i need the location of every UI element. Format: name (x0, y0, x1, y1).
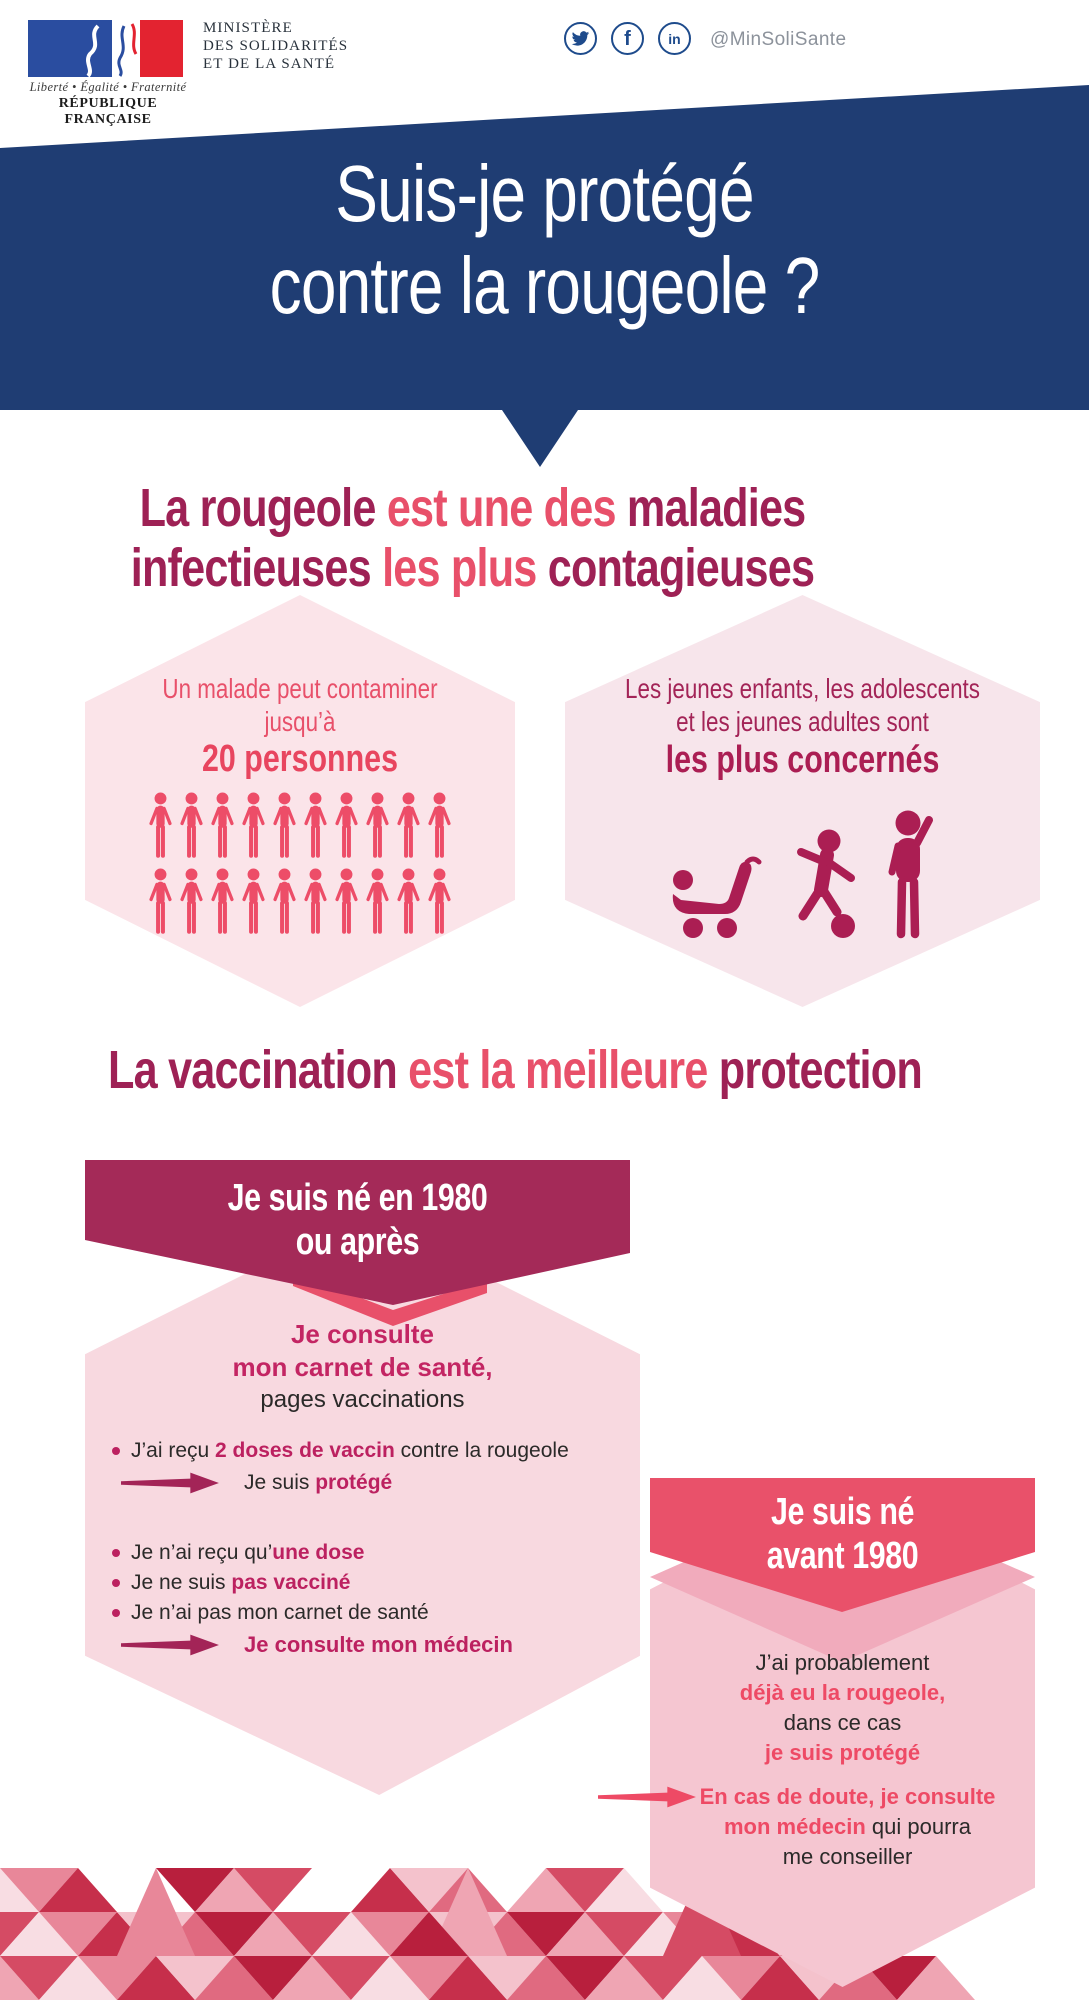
person-icon (425, 792, 454, 860)
person-icon (394, 868, 423, 936)
contamination-text: Un malade peut contaminer jusqu’à 20 personnes (162, 673, 438, 780)
bullet-dot (112, 1549, 120, 1557)
person-icon (146, 792, 175, 860)
concerned-hexagon (565, 595, 1040, 1007)
list-item: Je n’ai pas mon carnet de santé (112, 1598, 592, 1628)
person-icon (363, 792, 392, 860)
bullet-dot (112, 1447, 120, 1455)
linkedin-in-glyph: in (668, 30, 681, 47)
in-doubt-text: En cas de doute, je consulte mon médecin qui pourra me conseiller (699, 1784, 996, 1869)
twitter-bird-glyph (571, 29, 590, 48)
vaccination-checklist (112, 1436, 592, 1660)
vaccination-heading: La vaccination est la meilleure protection (108, 1040, 922, 1100)
adult-icon (881, 810, 939, 940)
ministry-name: MINISTÈRE DES SOLIDARITÉS ET DE LA SANTÉ (203, 20, 349, 72)
person-icon (363, 868, 392, 936)
stroller-icon (667, 854, 771, 940)
french-republic-flag-logo (28, 20, 183, 77)
page-title-line1: Suis-je protégé (335, 149, 754, 238)
arrow-right-icon (114, 1632, 232, 1658)
arrow-right-icon (114, 1470, 232, 1496)
person-icon (270, 792, 299, 860)
linkedin-icon[interactable] (658, 22, 691, 55)
social-handle[interactable]: @MinSoliSante (710, 29, 847, 50)
person-icon (394, 792, 423, 860)
concerned-icons (648, 808, 958, 940)
concerned-text: Les jeunes enfants, les adolescents et les jeunes adultes sont les plus concernés (625, 673, 980, 781)
child-ball-icon (785, 828, 867, 940)
contamination-figures (85, 792, 515, 936)
logo-motto: Liberté • Égalité • Fraternité (29, 80, 187, 94)
person-icon (301, 868, 330, 936)
bullet-dot (112, 1579, 120, 1587)
list-item: Je n’ai reçu qu’une dose (112, 1538, 592, 1568)
person-icon (332, 868, 361, 936)
person-icon (239, 792, 268, 860)
result-protected: Je suis protégé (114, 1468, 592, 1498)
person-icon (177, 792, 206, 860)
person-icon (270, 868, 299, 936)
born-before-1980-label: Je suis né avant 1980 (766, 1491, 919, 1577)
list-item: J’ai reçu 2 doses de vaccin contre la rougeole (112, 1436, 592, 1466)
figure-row-1 (85, 792, 515, 860)
intro-heading: La rougeole est une des maladies infectieuses les plus contagieuses (130, 478, 815, 598)
bullet-dot (112, 1609, 120, 1617)
person-icon (239, 868, 268, 936)
person-icon (208, 792, 237, 860)
twitter-icon[interactable] (564, 22, 597, 55)
person-icon (301, 792, 330, 860)
facebook-f-glyph: f (624, 27, 631, 50)
person-icon (208, 868, 237, 936)
person-icon (177, 868, 206, 936)
already-had-measles-text: J’ai probablement déjà eu la rougeole, dans ce cas je suis protégé (739, 1650, 946, 1765)
result-see-doctor: Je consulte mon médecin (114, 1630, 592, 1660)
logo-republique-francaise: RÉPUBLIQUE FRANÇAISE (58, 96, 158, 127)
page-title-line2: contre la rougeole ? (269, 241, 820, 330)
carnet-headline: Je consulte mon carnet de santé, pages vaccinations (232, 1319, 493, 1413)
person-icon (146, 868, 175, 936)
born-after-1980-label: Je suis né en 1980 ou après (227, 1177, 488, 1263)
list-item: Je ne suis pas vacciné (112, 1568, 592, 1598)
person-icon (425, 868, 454, 936)
figure-row-2 (85, 868, 515, 936)
facebook-icon[interactable] (611, 22, 644, 55)
page-title (109, 148, 980, 332)
person-icon (332, 792, 361, 860)
